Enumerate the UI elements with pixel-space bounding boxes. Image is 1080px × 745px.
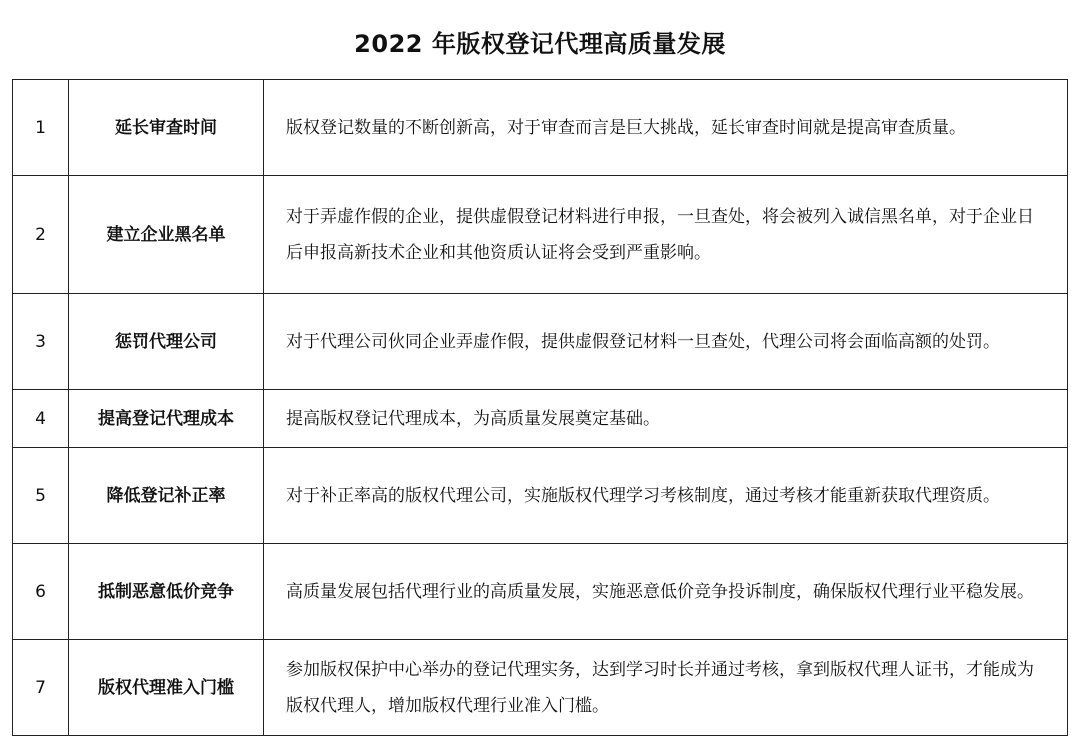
page-title: 2022 年版权登记代理高质量发展 <box>354 30 726 58</box>
row-number: 6 <box>13 544 69 640</box>
measure-description: 高质量发展包括代理行业的高质量发展，实施恶意低价竞争投诉制度，确保版权代理行业平稳发展。 <box>264 544 1068 640</box>
measures-table <box>12 79 1068 736</box>
measure-description: 对于补正率高的版权代理公司，实施版权代理学习考核制度，通过考核才能重新获取代理资质。 <box>264 448 1068 544</box>
measure-name: 延长审查时间 <box>69 80 264 176</box>
measure-name: 版权代理准入门槛 <box>69 640 264 736</box>
row-number: 5 <box>13 448 69 544</box>
measure-description: 参加版权保护中心举办的登记代理实务，达到学习时长并通过考核，拿到版权代理人证书，才能成为版权代理人，增加版权代理行业准入门槛。 <box>264 640 1068 736</box>
table-row <box>13 390 1068 448</box>
measure-name: 提高登记代理成本 <box>69 390 264 448</box>
row-number: 4 <box>13 390 69 448</box>
table-row <box>13 294 1068 390</box>
measure-name: 惩罚代理公司 <box>69 294 264 390</box>
measure-description: 提高版权登记代理成本，为高质量发展奠定基础。 <box>264 390 1068 448</box>
measure-description: 对于弄虚作假的企业，提供虚假登记材料进行申报，一旦查处，将会被列入诚信黑名单，对于企业日后申报高新技术企业和其他资质认证将会受到严重影响。 <box>264 176 1068 294</box>
table-row <box>13 640 1068 736</box>
row-number: 7 <box>13 640 69 736</box>
row-number: 3 <box>13 294 69 390</box>
table-row <box>13 176 1068 294</box>
measure-name: 降低登记补正率 <box>69 448 264 544</box>
row-number: 1 <box>13 80 69 176</box>
table-row <box>13 448 1068 544</box>
measure-name: 建立企业黑名单 <box>69 176 264 294</box>
measure-description: 版权登记数量的不断创新高，对于审查而言是巨大挑战，延长审查时间就是提高审查质量。 <box>264 80 1068 176</box>
table-row <box>13 544 1068 640</box>
table-row <box>13 80 1068 176</box>
measure-name: 抵制恶意低价竞争 <box>69 544 264 640</box>
measure-description: 对于代理公司伙同企业弄虚作假，提供虚假登记材料一旦查处，代理公司将会面临高额的处罚。 <box>264 294 1068 390</box>
row-number: 2 <box>13 176 69 294</box>
